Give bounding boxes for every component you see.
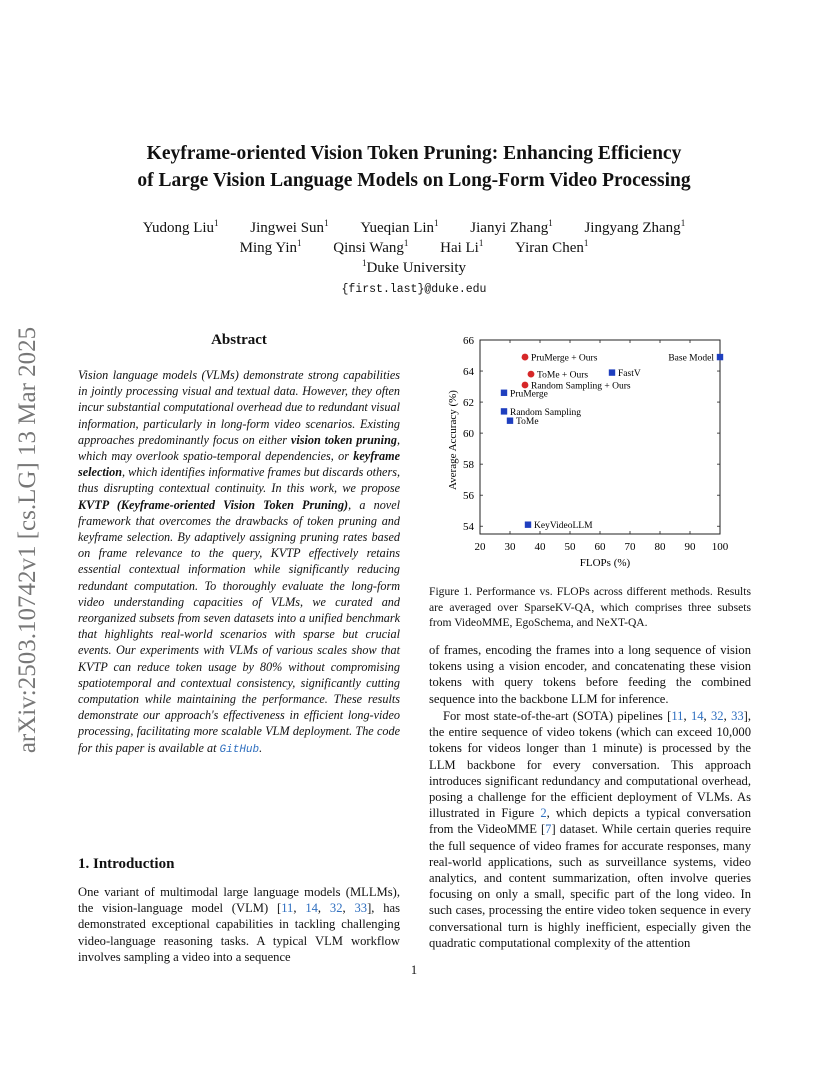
data-label: PruMerge + Ours (531, 353, 598, 364)
intro-paragraph-2: of frames, encoding the frames into a long sequence of vision tokens using a vision encoder, and concatenating these vision tokens with query tokens before feeding the combined sequence into the backbone LLM for inference. (429, 643, 751, 706)
author: Jianyi Zhang$^1$ (470, 218, 553, 236)
page-number: 1 (410, 963, 418, 977)
data-point-baseline (501, 408, 507, 414)
author-row-1 (80, 218, 748, 237)
author: Yiran Chen$^1$ (515, 238, 589, 256)
github-link[interactable]: GitHub (219, 743, 260, 756)
data-label: Base Model (668, 353, 714, 364)
x-tick-label: 60 (594, 541, 606, 553)
x-tick-label: 70 (624, 541, 636, 553)
citation-link[interactable]: 14 (690, 709, 704, 723)
performance-flops-scatter-chart (429, 330, 751, 576)
abstract-heading: Abstract (211, 332, 267, 348)
citation-link[interactable]: 32 (711, 709, 724, 723)
x-tick-label: 30 (504, 541, 516, 553)
data-label: FastV (618, 369, 641, 380)
y-tick-label: 62 (463, 397, 474, 410)
plot-frame (480, 340, 720, 534)
intro-paragraph-3: For most state-of-the-art (SOTA) pipelines [11, 14, 32, 33], the entire sequence of video tokens (which can exceed 10,000 tokens for videos longer than 1 minute) is processed by the LLM backbone for every conversation. This approach introduces significant redundancy and computational overhead, posing a challenge for the efficient deployment of VLMs. As illustrated in Figure 2, which depicts a typical conversation from the VideoMME [7] dataset. While certain queries require the full sequence of video frames for accurate responses, many real-world applications, such as surveillance systems, video analytics, and content summarization, often involve queries focusing on only a small, specific part of the long video. In such cases, processing the entire video token sequence in every conversational turn is highly inefficient, especially given the quadratic computational complexity of the attention (429, 709, 752, 950)
y-tick-label: 54 (463, 521, 474, 534)
author: Jingwei Sun$^1$ (250, 218, 329, 236)
y-tick-label: 56 (463, 490, 474, 503)
author: Ming Yin$^1$ (239, 238, 302, 256)
data-label: Random Sampling + Ours (531, 381, 631, 392)
section-heading-introduction: 1. Introduction (78, 856, 175, 872)
x-tick-label: 20 (474, 541, 486, 553)
x-tick-label: 100 (711, 541, 729, 553)
data-label: ToMe + Ours (537, 370, 589, 381)
x-tick-label: 50 (564, 541, 576, 553)
data-label: ToMe (516, 417, 539, 428)
figure-caption: Figure 1. Performance vs. FLOPs across different methods. Results are averaged over SparseKV-QA, which comprises three subsets from VideoMME, EgoSchema, and NeXT-QA. (429, 585, 751, 629)
y-axis-label: Average Accuracy (%) (447, 390, 459, 490)
author-row-2 (80, 238, 748, 257)
author: Jingyang Zhang$^1$ (584, 218, 686, 236)
author: Yudong Liu$^1$ (142, 218, 219, 236)
author: Qinsi Wang$^1$ (333, 238, 409, 256)
x-axis-label: FLOPs (%) (579, 557, 631, 569)
data-point-ours (522, 382, 529, 389)
data-point-ours (528, 371, 535, 378)
data-point-baseline (717, 354, 723, 360)
citation-link[interactable]: 14 (305, 901, 318, 916)
citation-link[interactable]: 11 (671, 709, 684, 723)
y-tick-label: 60 (463, 428, 474, 441)
citation-link[interactable]: 33 (731, 709, 744, 723)
data-label: Random Sampling (510, 407, 581, 418)
affiliation: $^1$Duke University (361, 258, 467, 276)
arxiv-identifier: arXiv:2503.10742v1 [cs.LG] 13 Mar 2025 (14, 326, 41, 754)
y-tick-label: 66 (463, 335, 474, 347)
figure-reference-link[interactable]: 2 (540, 806, 547, 821)
citation-link[interactable]: 11 (281, 901, 294, 916)
x-tick-label: 80 (654, 541, 666, 553)
intro-paragraph-1: One variant of multimodal large language models (MLLMs), the vision-language model (VLM) [11, 14, 32, 33], has demonstrated exceptional capabilities in tackling challenging video-language reasoning tasks. A typical VLM workflow involves sampling a video into a sequence (78, 885, 401, 964)
data-point-baseline (501, 390, 507, 396)
paper-title (80, 140, 748, 194)
data-point-baseline (507, 418, 513, 424)
citation-link[interactable]: 7 (545, 822, 552, 837)
x-tick-label: 40 (534, 541, 546, 553)
y-tick-label: 64 (463, 366, 474, 379)
citation-link[interactable]: 32 (329, 901, 343, 916)
title-line-1: Keyframe-oriented Vision Token Pruning: Enhancing Efficiency (146, 143, 682, 164)
author: Yueqian Lin$^1$ (360, 218, 439, 236)
data-label: KeyVideoLLM (534, 521, 593, 532)
data-point-ours (522, 354, 529, 361)
author-email: {first.last}@duke.edu (341, 283, 487, 296)
x-tick-label: 90 (684, 541, 696, 553)
title-line-2: of Large Vision Language Models on Long-Form Video Processing (137, 170, 691, 191)
data-point-baseline (525, 521, 531, 527)
data-label: PruMerge (510, 389, 548, 400)
abstract-text: Vision language models (VLMs) demonstrate strong capabilities in jointly processing visual and textual data. However, they often incur substantial computational overhead due to redundant visual information, particularly in long-form video scenarios. Existing approaches predominantly focus on either vision token pruning, which may overlook spatio-temporal dependencies, or keyframe selection, which identifies informative frames but discards others, thus disrupting contextual continuity. In this work, we propose KVTP (Keyframe-oriented Vision Token Pruning), a novel framework that overcomes the drawbacks of token pruning and keyframe selection. By adaptively assigning pruning rates based on frame relevance to the query, KVTP effectively retains essential contextual information while significantly reducing redundant computation. To thoroughly evaluate the long-form video understanding capacities of VLMs, we curated and reorganized subsets from seven datasets into a unified benchmark that highlights real-world scenarios with sparse but crucial events. Our experiments with VLMs of various scales show that KVTP can reduce token usage by 80% without compromising spatiotemporal and contextual consistency, significantly cutting computation while maintaining the performance. These results demonstrate our approach's effectiveness in efficient long-video processing, facilitating more scalable VLM deployment. The code for this paper is available at GitHub. (78, 368, 400, 756)
citation-link[interactable]: 33 (354, 901, 368, 916)
y-tick-label: 58 (463, 459, 474, 472)
author: Hai Li$^1$ (440, 238, 484, 256)
data-point-baseline (609, 369, 615, 375)
